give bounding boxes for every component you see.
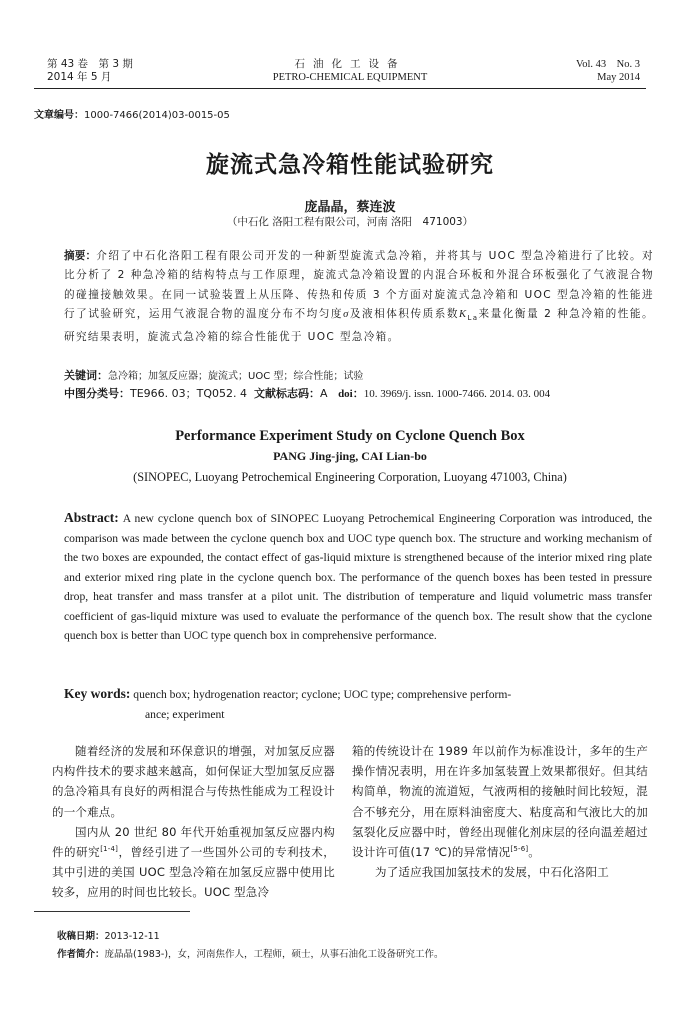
sigma-symbol: σ [343,308,350,320]
publication-date-cn: 2014 年 5 月 [47,71,112,83]
abstract-cn-text-mid: 及液相体积传质系数 [349,307,460,320]
body-paragraph-2-text: 国内从 20 世纪 80 年代开始重视加氢反应器内构件的研究 [52,824,335,860]
keywords-cn-value: 急冷箱；加氢反应器；旋流式；UOC 型；综合性能；试验 [108,371,364,382]
authors-en: PANG Jing-jing, CAI Lian-bo [273,449,427,463]
article-number-value: 1000-7466(2014)03-0015-05 [84,110,230,121]
doi-label: doi： [338,388,364,400]
running-header-right [576,58,640,84]
keywords-cn [64,367,363,383]
article-number [34,106,230,121]
paper-title-cn: 旋流式急冷箱性能试验研究 [206,152,494,178]
keywords-en-line1: quench box; hydrogenation reactor; cyclone; UOC type; comprehensive perform- [133,688,512,701]
citation-ref-5-6[interactable]: [5-6] [510,845,529,854]
affiliation-cn: （中石化 洛阳工程有限公司，河南 洛阳 471003） [226,216,474,228]
citation-ref-1-4[interactable]: [1-4] [100,845,119,854]
classification-line [64,385,550,401]
body-column-right [352,741,648,882]
body-paragraph-2-text-cont: ，曾经引进了一些国外公司的专利技术，其中引进的美国 UOC 型急冷箱在加氢反应器中使用比较多，应用的时间也比较长。UOC 型急冷 [52,845,335,900]
paper-title-en: Performance Experiment Study on Cyclone Quench Box [175,428,525,444]
received-date [57,928,160,942]
abstract-en-text: A new cyclone quench box of SINOPEC Luoyang Petrochemical Engineering Corporation was introduced, the comparison was made between the cyclone quench box and UOC type quench box. The structure and working mechanism of the two boxes are expounded, the contact effect of gas-liquid mixture is strengthened because of the interior mixed ring plate and exterior mixed ring plate in the cyclone quench box. The performance of the quench boxes has been tested in pressure drop, heat transfer and mass transfer at a pilot unit. The distribution of temperature and liquid volumetric mass transfer coefficient of gas-liquid mixture was used to evaluate the performance of the quench box. The result show that the cyclone quench box is better than UOC type quench box in comprehensive performance. [64,512,652,642]
body-paragraph-2-continued [352,741,648,862]
author-bio [57,946,444,960]
volume-issue-en: Vol. 43 No. 3 [576,59,640,70]
footnote-divider [34,911,190,912]
body-paragraph-2-end: 。 [528,845,540,860]
clc-value: TE966. 03；TQ052. 4 [130,387,248,400]
header-divider [34,88,646,89]
body-paragraph-2 [52,822,335,903]
body-paragraph-1: 随着经济的发展和环保意识的增强，对加氢反应器内构件技术的要求越来越高，如何保证大型加氢反应器的急冷箱具有良好的两相混合与传热性能成为工程设计的一个难点。 [52,744,335,819]
authors-cn: 庞晶晶，蔡连波 [304,200,396,215]
body-paragraph-2-text-right: 箱的传统设计在 1989 年以前作为标准设计，多年的生产操作情况表明，用在许多加氢装置上效果都很好。但其结构简单，物流的流道短，气液两相的接触时间比较短，混合不够充分，用在原料油密度大、粘度高和气液比大的加氢裂化反应器中时，曾经出现催化剂床层的径向温差超过设计许可值(17 ℃)的异常情况 [352,744,648,860]
doi-value: 10. 3969/j. issn. 1000-7466. 2014. 03. 004 [363,388,551,400]
body-column-left [52,741,335,903]
abstract-en-label: Abstract: [64,510,119,525]
author-bio-label: 作者简介： [57,949,105,960]
keywords-cn-label: 关键词： [64,369,108,382]
received-date-label: 收稿日期： [57,931,105,942]
doc-code-value: A [320,387,328,400]
body-paragraph-3: 为了适应我国加氢技术的发展，中石化洛阳工 [375,865,609,880]
clc-label: 中图分类号： [64,387,130,400]
abstract-cn [64,247,654,348]
doc-code-label: 文献标志码： [254,387,321,400]
abstract-en [64,508,652,646]
article-number-label: 文章编号： [34,110,84,121]
affiliation-en: (SINOPEC, Luoyang Petrochemical Engineering Corporation, Luoyang 471003, China) [133,470,567,484]
received-date-value: 2013-12-11 [104,931,160,942]
journal-name-cn: 石油化工设备 [294,58,406,70]
publication-date-en: May 2014 [597,72,640,83]
abstract-cn-text: 介绍了中石化洛阳工程有限公司开发的一种新型旋流式急冷箱，并将其与 UOC 型急冷箱进行了比较。对比分析了 2 种急冷箱的结构特点与工作原理，旋流式急冷箱设置的内混合环板和外混合环板强化了气液混合物的碰撞接触效果。在同一试验装置上从压降、传热和传质 3 个方面对旋流式急冷箱和 UOC 型急冷箱的性能进行了试验研究，运用气液混合物的温度分布不均匀度 [64,250,654,320]
k-symbol: K [459,308,468,320]
keywords-en [64,684,652,725]
journal-name-en: PETRO-CHEMICAL EQUIPMENT [272,72,428,83]
abstract-cn-label: 摘要： [64,250,97,262]
volume-issue: 第 43 卷 第 3 期 [47,58,133,70]
author-bio-value: 庞晶晶(1983-)，女，河南焦作人，工程师，硕士，从事石油化工设备研究工作。 [104,949,444,960]
abstract-cn-text-end: 来量化衡量 2 种急冷箱的性能。研究结果表明，旋流式急冷箱的综合性能优于 UOC 型急冷箱。 [64,307,654,344]
keywords-en-label: Key words: [64,686,131,701]
keywords-en-line2: ance; experiment [145,708,225,721]
k-subscript: La [467,314,479,322]
